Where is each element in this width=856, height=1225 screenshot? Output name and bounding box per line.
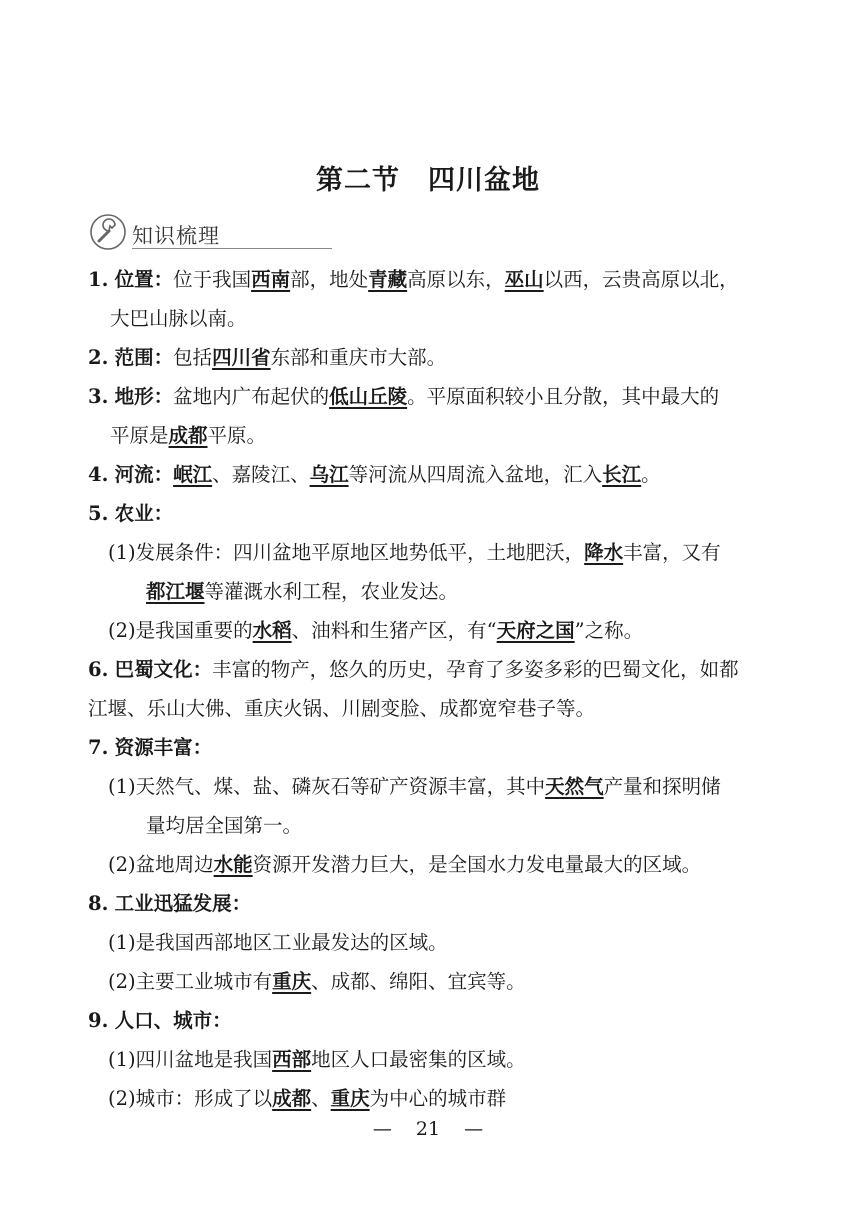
key-term: 四川省 — [212, 346, 271, 369]
item-text: 、油料和生猪产区，有“ — [291, 619, 497, 642]
item-text: (2)盆地周边 — [108, 853, 214, 876]
item-text: (1)天然气、煤、盐、磷灰石等矿产资源丰富，其中 — [108, 775, 546, 798]
key-term: 乌江 — [309, 463, 349, 486]
sub-item-continuation — [88, 806, 778, 845]
item-text: (1)四川盆地是我国 — [108, 1048, 273, 1071]
sub-item — [88, 1079, 778, 1118]
item-text: 。平原面积较小且分散，其中最大的 — [407, 385, 720, 408]
item-text: 东部和重庆市大部。 — [270, 346, 447, 369]
item-text: 平原是 — [110, 424, 169, 447]
item-text: 盆地内广布起伏的 — [173, 385, 330, 408]
item-text: 等灌溉水利工程，农业发达。 — [204, 580, 459, 603]
item-text: (2)是我国重要的 — [108, 619, 253, 642]
sub-item — [88, 962, 778, 1001]
item-text: 资源开发潜力巨大，是全国水力发电量最大的区域。 — [252, 853, 702, 876]
page-number — [0, 1118, 856, 1140]
key-term: 成都 — [272, 1087, 312, 1110]
key-term: 西部 — [272, 1048, 312, 1071]
page-title — [0, 158, 856, 197]
key-term: 成都 — [168, 424, 208, 447]
item-text: 、 — [311, 1087, 331, 1110]
item-continuation — [88, 416, 778, 455]
item-text: 位于我国 — [173, 268, 252, 291]
page-dash-right: — — [464, 1118, 484, 1140]
item-text: 大巴山脉以南。 — [110, 307, 247, 330]
key-term: 巫山 — [504, 268, 544, 291]
item-heading: 农业： — [114, 502, 174, 525]
item-number: 8. — [88, 892, 109, 915]
item-heading: 资源丰富： — [114, 736, 213, 759]
item-number: 9. — [88, 1009, 109, 1032]
list-item-population — [88, 1001, 778, 1040]
key-term: 水稻 — [252, 619, 292, 642]
knowledge-list — [88, 260, 778, 1118]
item-heading: 位置： — [114, 268, 174, 291]
item-heading: 工业迅猛发展： — [114, 892, 252, 915]
item-text: 部，地处 — [290, 268, 369, 291]
item-text: (1)是我国西部地区工业最发达的区域。 — [108, 931, 448, 954]
item-heading: 河流： — [114, 463, 174, 486]
key-term: 重庆 — [330, 1087, 370, 1110]
section-number: 第二节 — [316, 165, 400, 196]
item-number: 3. — [88, 385, 109, 408]
sub-item — [88, 767, 778, 806]
key-term: 水能 — [213, 853, 253, 876]
section-rule — [132, 248, 332, 249]
list-item-resources — [88, 728, 778, 767]
item-number: 1. — [88, 268, 109, 291]
item-number: 7. — [88, 736, 109, 759]
list-item-agriculture — [88, 494, 778, 533]
item-text: 地区人口最密集的区域。 — [311, 1048, 526, 1071]
list-item-location — [88, 260, 778, 299]
item-text: 、成都、绵阳、宜宾等。 — [311, 970, 526, 993]
sub-item-continuation — [88, 572, 778, 611]
sub-item — [88, 1040, 778, 1079]
page-dash-left: — — [372, 1118, 392, 1140]
item-text: 高原以东， — [407, 268, 505, 291]
key-term: 西南 — [251, 268, 291, 291]
item-text: 丰富，又有 — [623, 541, 721, 564]
key-term: 长江 — [602, 463, 642, 486]
sub-item — [88, 845, 778, 884]
key-term: 天然气 — [545, 775, 604, 798]
item-number: 4. — [88, 463, 109, 486]
section-name: 四川盆地 — [428, 165, 540, 196]
item-text: (1)发展条件：四川盆地平原地区地势低平，土地肥沃， — [108, 541, 585, 564]
sub-item — [88, 533, 778, 572]
list-item-rivers — [88, 455, 778, 494]
key-term: 青藏 — [368, 268, 408, 291]
key-term: 重庆 — [272, 970, 312, 993]
item-text: 等河流从四周流入盆地，汇入 — [348, 463, 603, 486]
item-text: 包括 — [173, 346, 213, 369]
item-text: 江堰、乐山大佛、重庆火锅、川剧变脸、成都宽窄巷子等。 — [88, 697, 596, 720]
item-number: 5. — [88, 502, 109, 525]
item-number: 2. — [88, 346, 109, 369]
key-term: 降水 — [584, 541, 624, 564]
list-item-terrain — [88, 377, 778, 416]
item-heading: 巴蜀文化： — [114, 658, 213, 681]
item-text: 平原。 — [207, 424, 267, 447]
item-text: 为中心的城市群 — [369, 1087, 507, 1110]
item-text: 。 — [641, 463, 661, 486]
page-number-value: 21 — [415, 1118, 441, 1140]
item-text: 量均居全国第一。 — [146, 814, 303, 837]
list-item-industry — [88, 884, 778, 923]
item-text: 以西，云贵高原以北， — [543, 268, 739, 291]
item-number: 6. — [88, 658, 109, 681]
item-continuation — [88, 299, 778, 338]
item-text: 丰富的物产，悠久的历史，孕育了多姿多彩的巴蜀文化，如都 — [212, 658, 739, 681]
key-term: 低山丘陵 — [329, 385, 408, 408]
item-text: (2)城市：形成了以 — [108, 1087, 273, 1110]
list-item-range — [88, 338, 778, 377]
sub-item — [88, 923, 778, 962]
item-text: (2)主要工业城市有 — [108, 970, 273, 993]
key-term: 岷江 — [173, 463, 213, 486]
item-heading: 人口、城市： — [114, 1009, 232, 1032]
key-term: 都江堰 — [146, 580, 205, 603]
item-continuation — [88, 689, 778, 728]
section-label: 知识梳理 — [132, 224, 220, 248]
item-text: 、嘉陵江、 — [212, 463, 310, 486]
item-heading: 地形： — [114, 385, 174, 408]
key-term: 天府之国 — [496, 619, 575, 642]
list-item-culture — [88, 650, 778, 689]
item-text: ”之称。 — [574, 619, 644, 642]
section-header — [88, 212, 248, 252]
wrench-icon — [88, 212, 128, 252]
item-heading: 范围： — [114, 346, 174, 369]
item-text: 产量和探明储 — [603, 775, 721, 798]
sub-item — [88, 611, 778, 650]
